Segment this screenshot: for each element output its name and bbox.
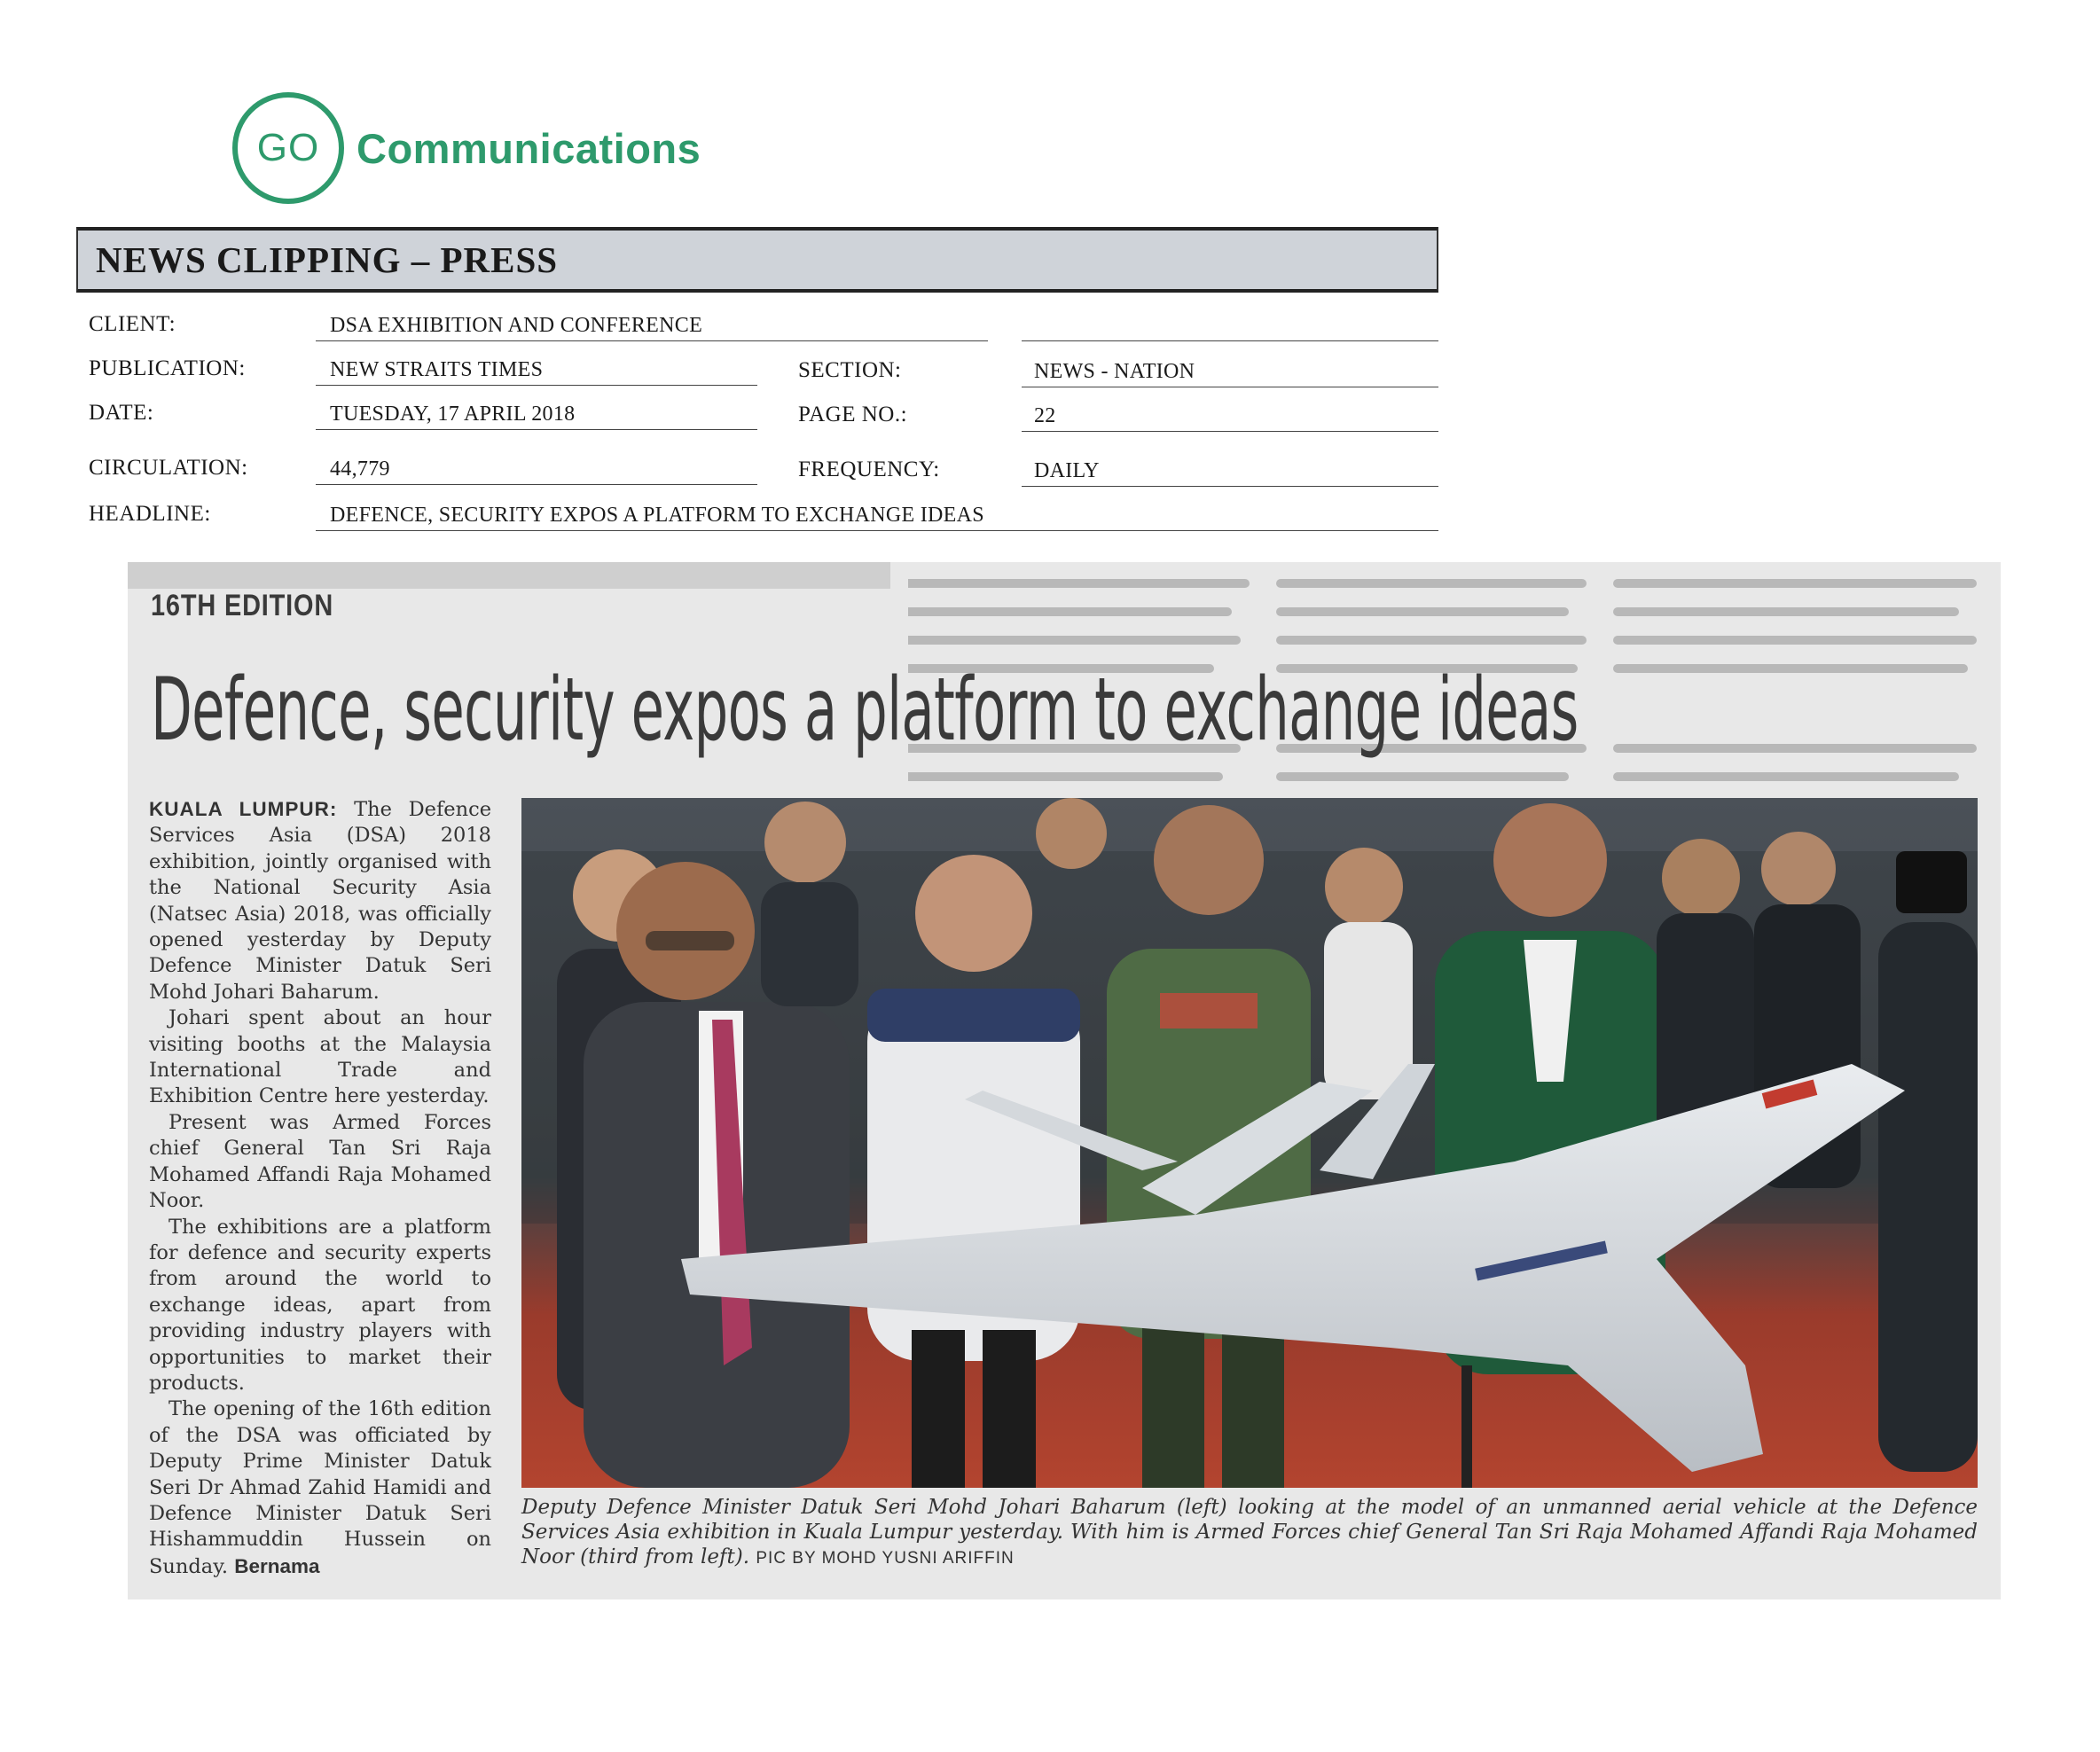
company-logo	[232, 92, 701, 204]
paragraph-1-text: The Defence Services Asia (DSA) 2018 exhibition, jointly organised with the National Security Asia (Natsec Asia) 2018, was officially opened yesterday by Deputy Defence Minister Datuk Seri Mohd Johari Baharum.	[149, 798, 492, 1004]
article-body	[149, 796, 491, 1580]
photo-credit: PIC BY MOHD YUSNI ARIFFIN	[756, 1549, 1015, 1568]
publication-rule	[316, 385, 757, 386]
section-label: SECTION:	[798, 358, 902, 382]
photo-illustration-icon	[521, 798, 1978, 1488]
circulation-rule	[316, 484, 757, 485]
date-value: TUESDAY, 17 APRIL 2018	[330, 403, 576, 426]
dateline: KUALA LUMPUR:	[149, 798, 338, 820]
client-rule-right	[1022, 340, 1438, 341]
circulation-value: 44,779	[330, 458, 390, 481]
frequency-value: DAILY	[1034, 459, 1100, 482]
headline-value: DEFENCE, SECURITY EXPOS A PLATFORM TO EXCHANGE IDEAS	[330, 504, 984, 527]
agency-credit: Bernama	[234, 1554, 320, 1577]
frequency-rule	[1022, 486, 1438, 487]
uav-exhibition-photo	[521, 798, 1978, 1488]
page-label: PAGE NO.:	[798, 403, 908, 426]
circulation-label: CIRCULATION:	[89, 456, 248, 480]
client-value: DSA EXHIBITION AND CONFERENCE	[330, 314, 703, 337]
paragraph-4: The exhibitions are a platform for defence and security experts from around the world to exchange ideas, apart from providing industry players with opportunities to market their products.	[149, 1215, 491, 1395]
publication-label: PUBLICATION:	[89, 356, 246, 380]
paragraph-5-text: The opening of the 16th edition of the DSA was officiated by Deputy Prime Minister Datuk Seri Dr Ahmad Zahid Hamidi and Defence Minister Datuk Seri Hishammuddin Hussein on Sunday.	[149, 1397, 491, 1578]
paragraph-2: Johari spent about an hour visiting booths at the Malaysia International Trade and Exhibition Centre here yesterday.	[149, 1006, 491, 1108]
paragraph-3: Present was Armed Forces chief General Tan Sri Raja Mohamed Affandi Raja Mohamed Noor.	[149, 1110, 491, 1213]
client-rule	[316, 340, 988, 341]
frequency-label: FREQUENCY:	[798, 458, 940, 481]
logo-mark: GO	[256, 126, 320, 169]
banner-title: NEWS CLIPPING – PRESS	[96, 239, 559, 280]
caption-text: Deputy Defence Minister Datuk Seri Mohd Johari Baharum (left) looking at the model of an unmanned aerial vehicle at the Defence Services Asia exhibition in Kuala Lumpur yesterday. With him is Armed Forces chief General Tan Sri Raja Mohamed Affandi Raja Mohamed Noor (third from left).	[521, 1496, 1978, 1568]
news-clipping	[128, 562, 2001, 1599]
headline-label: HEADLINE:	[89, 502, 211, 526]
title-banner	[76, 227, 1438, 293]
edition-tag: 16TH EDITION	[151, 589, 334, 622]
article-headline: Defence, security expos a platform to exchange ideas	[151, 660, 1579, 761]
headline-rule	[316, 530, 1438, 531]
section-value: NEWS - NATION	[1034, 360, 1195, 383]
date-rule	[316, 429, 757, 430]
date-label: DATE:	[89, 401, 154, 425]
logo-name: Communications	[357, 124, 701, 172]
client-label: CLIENT:	[89, 312, 176, 336]
top-strip	[128, 562, 890, 589]
paragraph-5	[149, 1396, 491, 1580]
page-rule	[1022, 431, 1438, 432]
paragraph-1	[149, 796, 491, 1005]
publication-value: NEW STRAITS TIMES	[330, 358, 544, 381]
page-value: 22	[1034, 404, 1056, 427]
photo-caption	[521, 1495, 1978, 1571]
logo-ring	[232, 92, 344, 204]
